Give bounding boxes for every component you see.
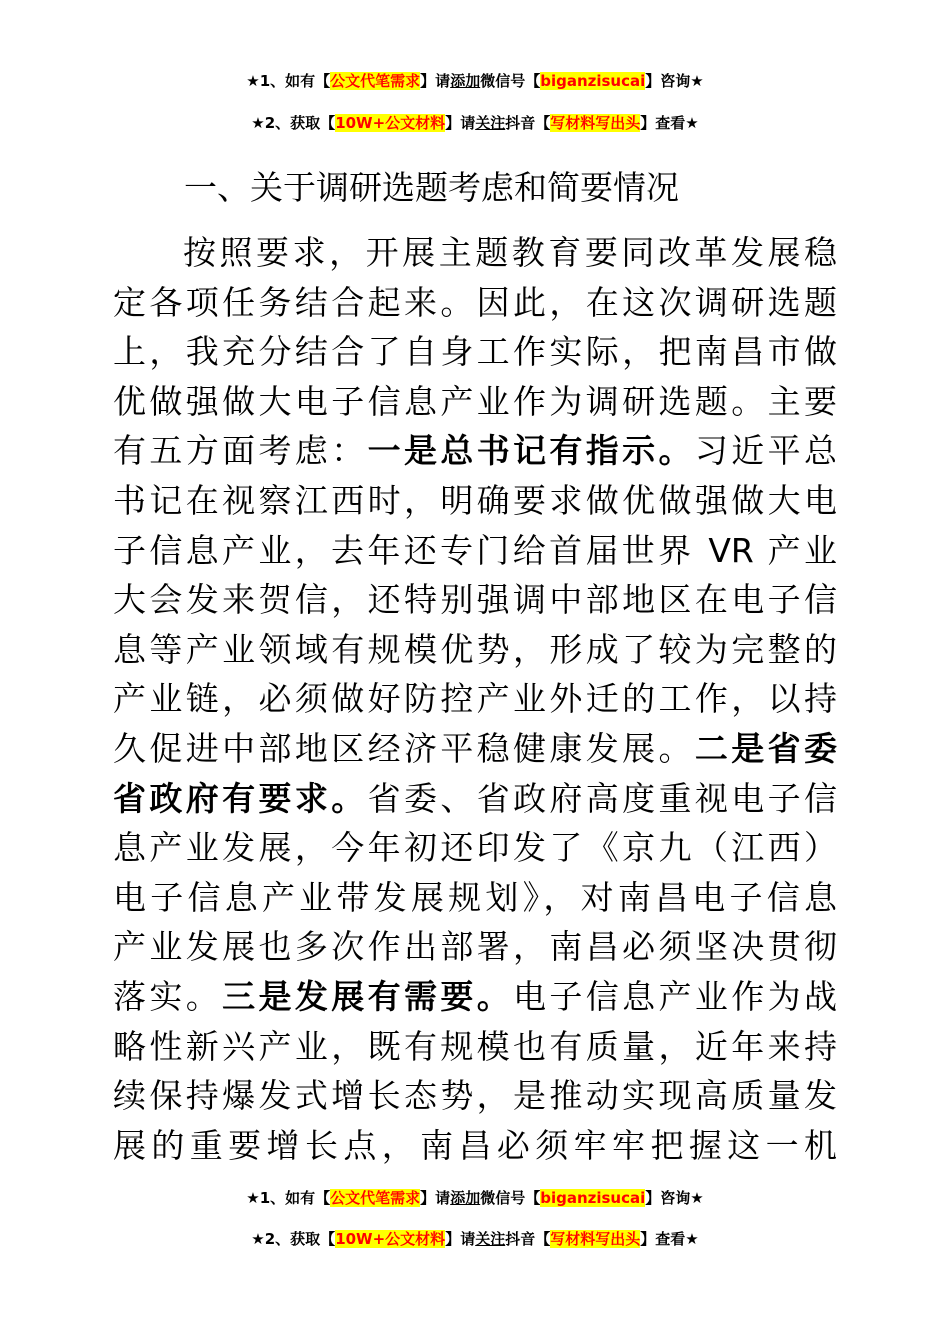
promo-text: 】请 <box>445 114 476 132</box>
promo-prefix: ★1、如有【 <box>246 72 331 90</box>
promo-prefix: ★2、获取【 <box>251 1230 336 1248</box>
document-body <box>113 228 837 1170</box>
promo-text: 微信号【 <box>480 72 541 90</box>
text-run: 定各项任务结合起来。因此，在这次调研选题 <box>113 282 837 322</box>
text-line <box>113 873 837 923</box>
promo-highlight: 公文代笔需求 <box>330 1189 421 1207</box>
text-run: 产业链，必须做好防控产业外迁的工作，以持 <box>113 679 837 719</box>
text-line <box>113 1071 837 1121</box>
promo-text: 】请 <box>420 72 451 90</box>
bold-phrase: 省政府有要求。 <box>113 778 368 818</box>
promo-line-1-bottom <box>0 1187 950 1209</box>
text-line <box>113 774 837 824</box>
text-run: 产业发展也多次作出部署，南昌必须坚决贯彻 <box>113 927 837 967</box>
text-run: 按照要求，开展主题教育要同改革发展稳 <box>183 233 837 272</box>
promo-prefix: ★2、获取【 <box>251 114 336 132</box>
text-line <box>113 823 837 873</box>
text-run: 大会发来贺信，还特别强调中部地区在电子信 <box>113 580 837 620</box>
text-run: 习近平总 <box>694 431 838 471</box>
text-line <box>113 426 837 476</box>
promo-prefix: ★1、如有【 <box>246 1189 331 1207</box>
text-line <box>113 972 837 1022</box>
promo-underline: 关注 <box>475 1230 506 1248</box>
text-run: 上，我充分结合了自身工作实际，把南昌市做 <box>113 332 837 372</box>
promo-text: 抖音【 <box>505 1230 551 1248</box>
text-line <box>113 922 837 972</box>
bold-phrase: 三是发展有需要。 <box>222 976 514 1016</box>
text-run: 略性新兴产业，既有规模也有质量，近年来持 <box>113 1026 837 1066</box>
text-run: 展的重要增长点，南昌必须牢牢把握这一机 <box>113 1125 837 1165</box>
bold-phrase: 二是省委 <box>694 728 838 768</box>
text-run: 有五方面考虑： <box>113 431 368 471</box>
promo-highlight: 公文代笔需求 <box>330 72 421 90</box>
text-run: 续保持爆发式增长态势，是推动实现高质量发 <box>113 1076 837 1116</box>
promo-line-1-top <box>0 70 950 92</box>
text-line <box>113 575 837 625</box>
promo-text: 抖音【 <box>505 114 551 132</box>
text-line <box>113 674 837 724</box>
text-line <box>113 724 837 774</box>
text-run: 子信息产业，去年还专门给首届世界 VR 产业 <box>113 530 837 570</box>
section-heading: 一、关于调研选题考虑和简要情况 <box>184 168 679 207</box>
text-run: 息等产业领域有规模优势，形成了较为完整的 <box>113 629 837 669</box>
text-line <box>113 228 837 278</box>
text-run: 省委、省政府高度重视电子信 <box>367 778 838 818</box>
text-run: 落实。 <box>113 976 223 1016</box>
promo-underline: 添加 <box>450 72 481 90</box>
promo-suffix: 】咨询★ <box>645 1189 704 1207</box>
promo-highlight: 10W+公文材料 <box>335 114 446 132</box>
text-line <box>113 327 837 377</box>
promo-line-2-bottom <box>0 1228 950 1250</box>
text-run: 电子信息产业带发展规划》，对南昌电子信息 <box>113 877 837 917</box>
text-line <box>113 526 837 576</box>
text-line <box>113 1022 837 1072</box>
text-run: 息产业发展，今年初还印发了《京九（江西） <box>113 828 837 868</box>
promo-highlight: 10W+公文材料 <box>335 1230 446 1248</box>
promo-suffix: 】查看★ <box>640 1230 699 1248</box>
promo-highlight: biganzisucai <box>540 1189 646 1207</box>
text-line <box>113 1121 837 1171</box>
text-line <box>113 278 837 328</box>
text-run: 优做强做大电子信息产业作为调研选题。主要 <box>113 381 837 421</box>
text-run: 书记在视察江西时，明确要求做优做强做大电 <box>113 480 837 520</box>
promo-underline: 添加 <box>450 1189 481 1207</box>
promo-suffix: 】咨询★ <box>645 72 704 90</box>
text-run: 久促进中部地区经济平稳健康发展。 <box>113 728 695 768</box>
promo-highlight: 写材料写出头 <box>550 114 641 132</box>
promo-text: 】请 <box>445 1230 476 1248</box>
text-run: 电子信息产业作为战 <box>513 976 838 1016</box>
promo-highlight: 写材料写出头 <box>550 1230 641 1248</box>
text-line <box>113 625 837 675</box>
promo-highlight: biganzisucai <box>540 72 646 90</box>
promo-underline: 关注 <box>475 114 506 132</box>
text-line <box>113 377 837 427</box>
promo-text: 微信号【 <box>480 1189 541 1207</box>
text-line <box>113 476 837 526</box>
promo-suffix: 】查看★ <box>640 114 699 132</box>
bold-phrase: 一是总书记有指示。 <box>367 431 695 471</box>
promo-text: 】请 <box>420 1189 451 1207</box>
promo-line-2-top <box>0 112 950 134</box>
